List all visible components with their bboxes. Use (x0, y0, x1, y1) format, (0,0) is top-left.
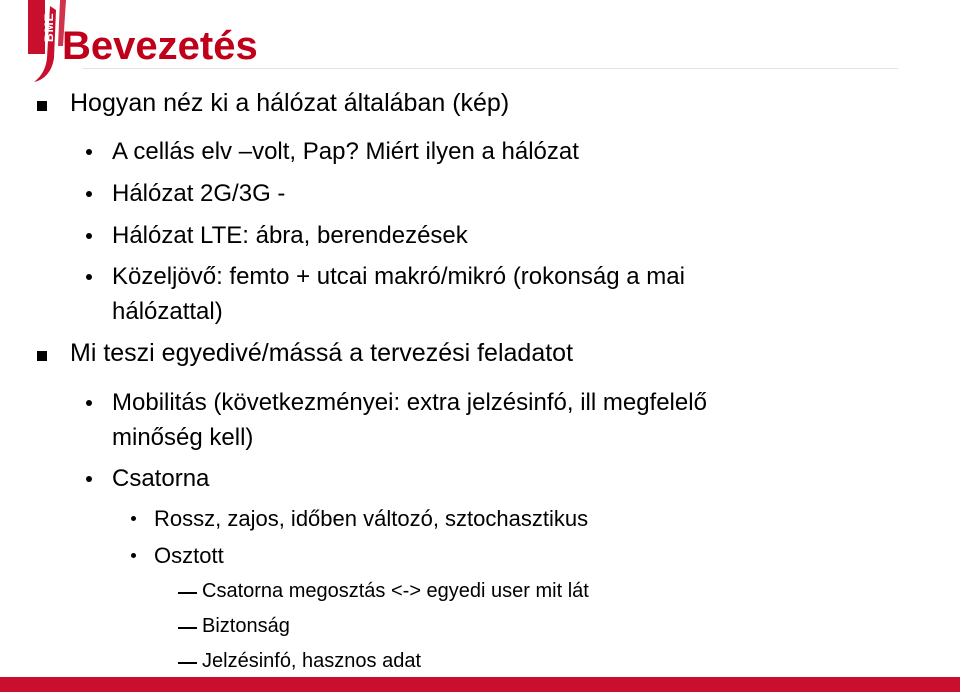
bullet-item: A cellás elv –volt, Pap? Miért ilyen a hálózat (112, 138, 579, 165)
bullet-item-continuation: minőség kell) (112, 424, 254, 451)
round-bullet-icon (86, 149, 92, 155)
bullet-item: Jelzésinfó, hasznos adat (202, 650, 422, 672)
round-bullet-icon (131, 553, 136, 558)
round-bullet-icon (86, 233, 92, 239)
bullet-item: Közeljövő: femto + utcai makró/mikró (rokonság a mai (112, 263, 685, 290)
dash-bullet-icon (178, 662, 197, 664)
bullet-item: Mi teszi egyedivé/mássá a tervezési feladatot (70, 339, 574, 367)
round-bullet-icon (86, 191, 92, 197)
footer-bar (0, 677, 960, 692)
round-bullet-icon (86, 274, 92, 280)
round-bullet-icon (86, 476, 92, 482)
bullet-item: Hálózat LTE: ábra, berendezések (112, 222, 468, 249)
title-divider (82, 68, 898, 69)
slide-title: Bevezetés (62, 24, 258, 68)
bullet-item: Rossz, zajos, időben változó, sztochasztikus (154, 506, 589, 531)
bullet-item-continuation: hálózattal) (112, 298, 223, 325)
square-bullet-icon (37, 101, 47, 111)
bullet-item: Osztott (154, 543, 224, 568)
bme-logo-text: BME (42, 12, 56, 42)
bullet-item: Csatorna (112, 465, 210, 492)
dash-bullet-icon (178, 592, 197, 594)
round-bullet-icon (131, 516, 136, 521)
bullet-item: Hogyan néz ki a hálózat általában (kép) (70, 89, 510, 117)
bullet-item: Hálózat 2G/3G - (112, 180, 286, 207)
round-bullet-icon (86, 400, 92, 406)
bullet-item: Mobilitás (következményei: extra jelzésinfó, ill megfelelő (112, 389, 707, 416)
square-bullet-icon (37, 351, 47, 361)
bullet-item: Biztonság (202, 615, 290, 637)
bullet-item: Csatorna megosztás <-> egyedi user mit lát (202, 580, 589, 602)
dash-bullet-icon (178, 627, 197, 629)
